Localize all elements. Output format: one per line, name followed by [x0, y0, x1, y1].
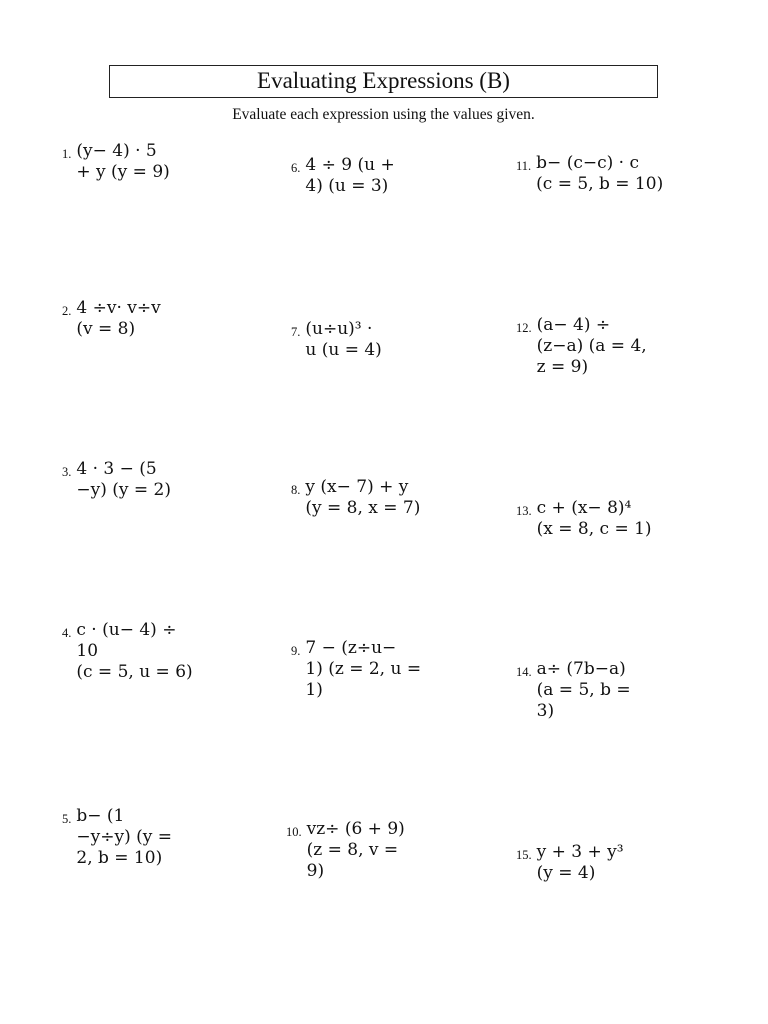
- problem-2: [62, 298, 161, 340]
- worksheet-title: Evaluating Expressions (B): [109, 65, 658, 98]
- problem-number: 7.: [291, 325, 301, 339]
- problem-expression: (u÷u)³ · u (u = 4): [305, 319, 382, 360]
- problem-11: [516, 153, 663, 195]
- problem-13: [516, 498, 652, 540]
- problem-number: 5.: [62, 812, 72, 826]
- problem-9: [291, 638, 421, 701]
- problem-number: 3.: [62, 465, 72, 479]
- problem-number: 9.: [291, 644, 301, 658]
- worksheet-instructions: Evaluate each expression using the values given.: [232, 106, 535, 123]
- problem-expression: a÷ (7b−a) (a = 5, b = 3): [536, 659, 631, 721]
- problem-number: 13.: [516, 504, 532, 518]
- problem-expression: (a− 4) ÷ (z−a) (a = 4, z = 9): [536, 315, 647, 377]
- problem-5: [62, 806, 172, 869]
- problem-3: [62, 459, 171, 501]
- problem-number: 10.: [286, 825, 302, 839]
- problem-number: 14.: [516, 665, 532, 679]
- problem-number: 1.: [62, 147, 72, 161]
- problem-expression: y + 3 + y³ (y = 4): [536, 842, 624, 883]
- problem-expression: 4 ÷v· v÷v (v = 8): [76, 298, 161, 339]
- problem-7: [291, 319, 382, 361]
- problem-1: [62, 141, 170, 183]
- problem-14: [516, 659, 631, 722]
- problem-expression: 4 ÷ 9 (u + 4) (u = 3): [305, 155, 395, 196]
- problem-expression: (y− 4) · 5 + y (y = 9): [76, 141, 170, 182]
- problem-10: [286, 819, 405, 882]
- problem-number: 11.: [516, 159, 532, 173]
- problem-expression: b− (c−c) · c (c = 5, b = 10): [536, 153, 664, 194]
- problem-12: [516, 315, 647, 378]
- problem-6: [291, 155, 395, 197]
- problem-expression: 4 · 3 − (5 −y) (y = 2): [76, 459, 171, 500]
- problem-4: [62, 620, 193, 683]
- problem-expression: c + (x− 8)⁴ (x = 8, c = 1): [536, 498, 652, 539]
- problem-number: 6.: [291, 161, 301, 175]
- problem-8: [291, 477, 420, 519]
- problem-expression: c · (u− 4) ÷ 10 (c = 5, u = 6): [76, 620, 193, 682]
- problem-number: 15.: [516, 848, 532, 862]
- problem-number: 4.: [62, 626, 72, 640]
- problem-expression: 7 − (z÷u− 1) (z = 2, u = 1): [305, 638, 422, 700]
- problem-number: 2.: [62, 304, 72, 318]
- problem-expression: vz÷ (6 + 9) (z = 8, v = 9): [306, 819, 405, 881]
- problem-expression: b− (1 −y÷y) (y = 2, b = 10): [76, 806, 172, 868]
- problem-15: [516, 842, 624, 884]
- problem-number: 12.: [516, 321, 532, 335]
- problem-expression: y (x− 7) + y (y = 8, x = 7): [305, 477, 421, 518]
- problem-number: 8.: [291, 483, 301, 497]
